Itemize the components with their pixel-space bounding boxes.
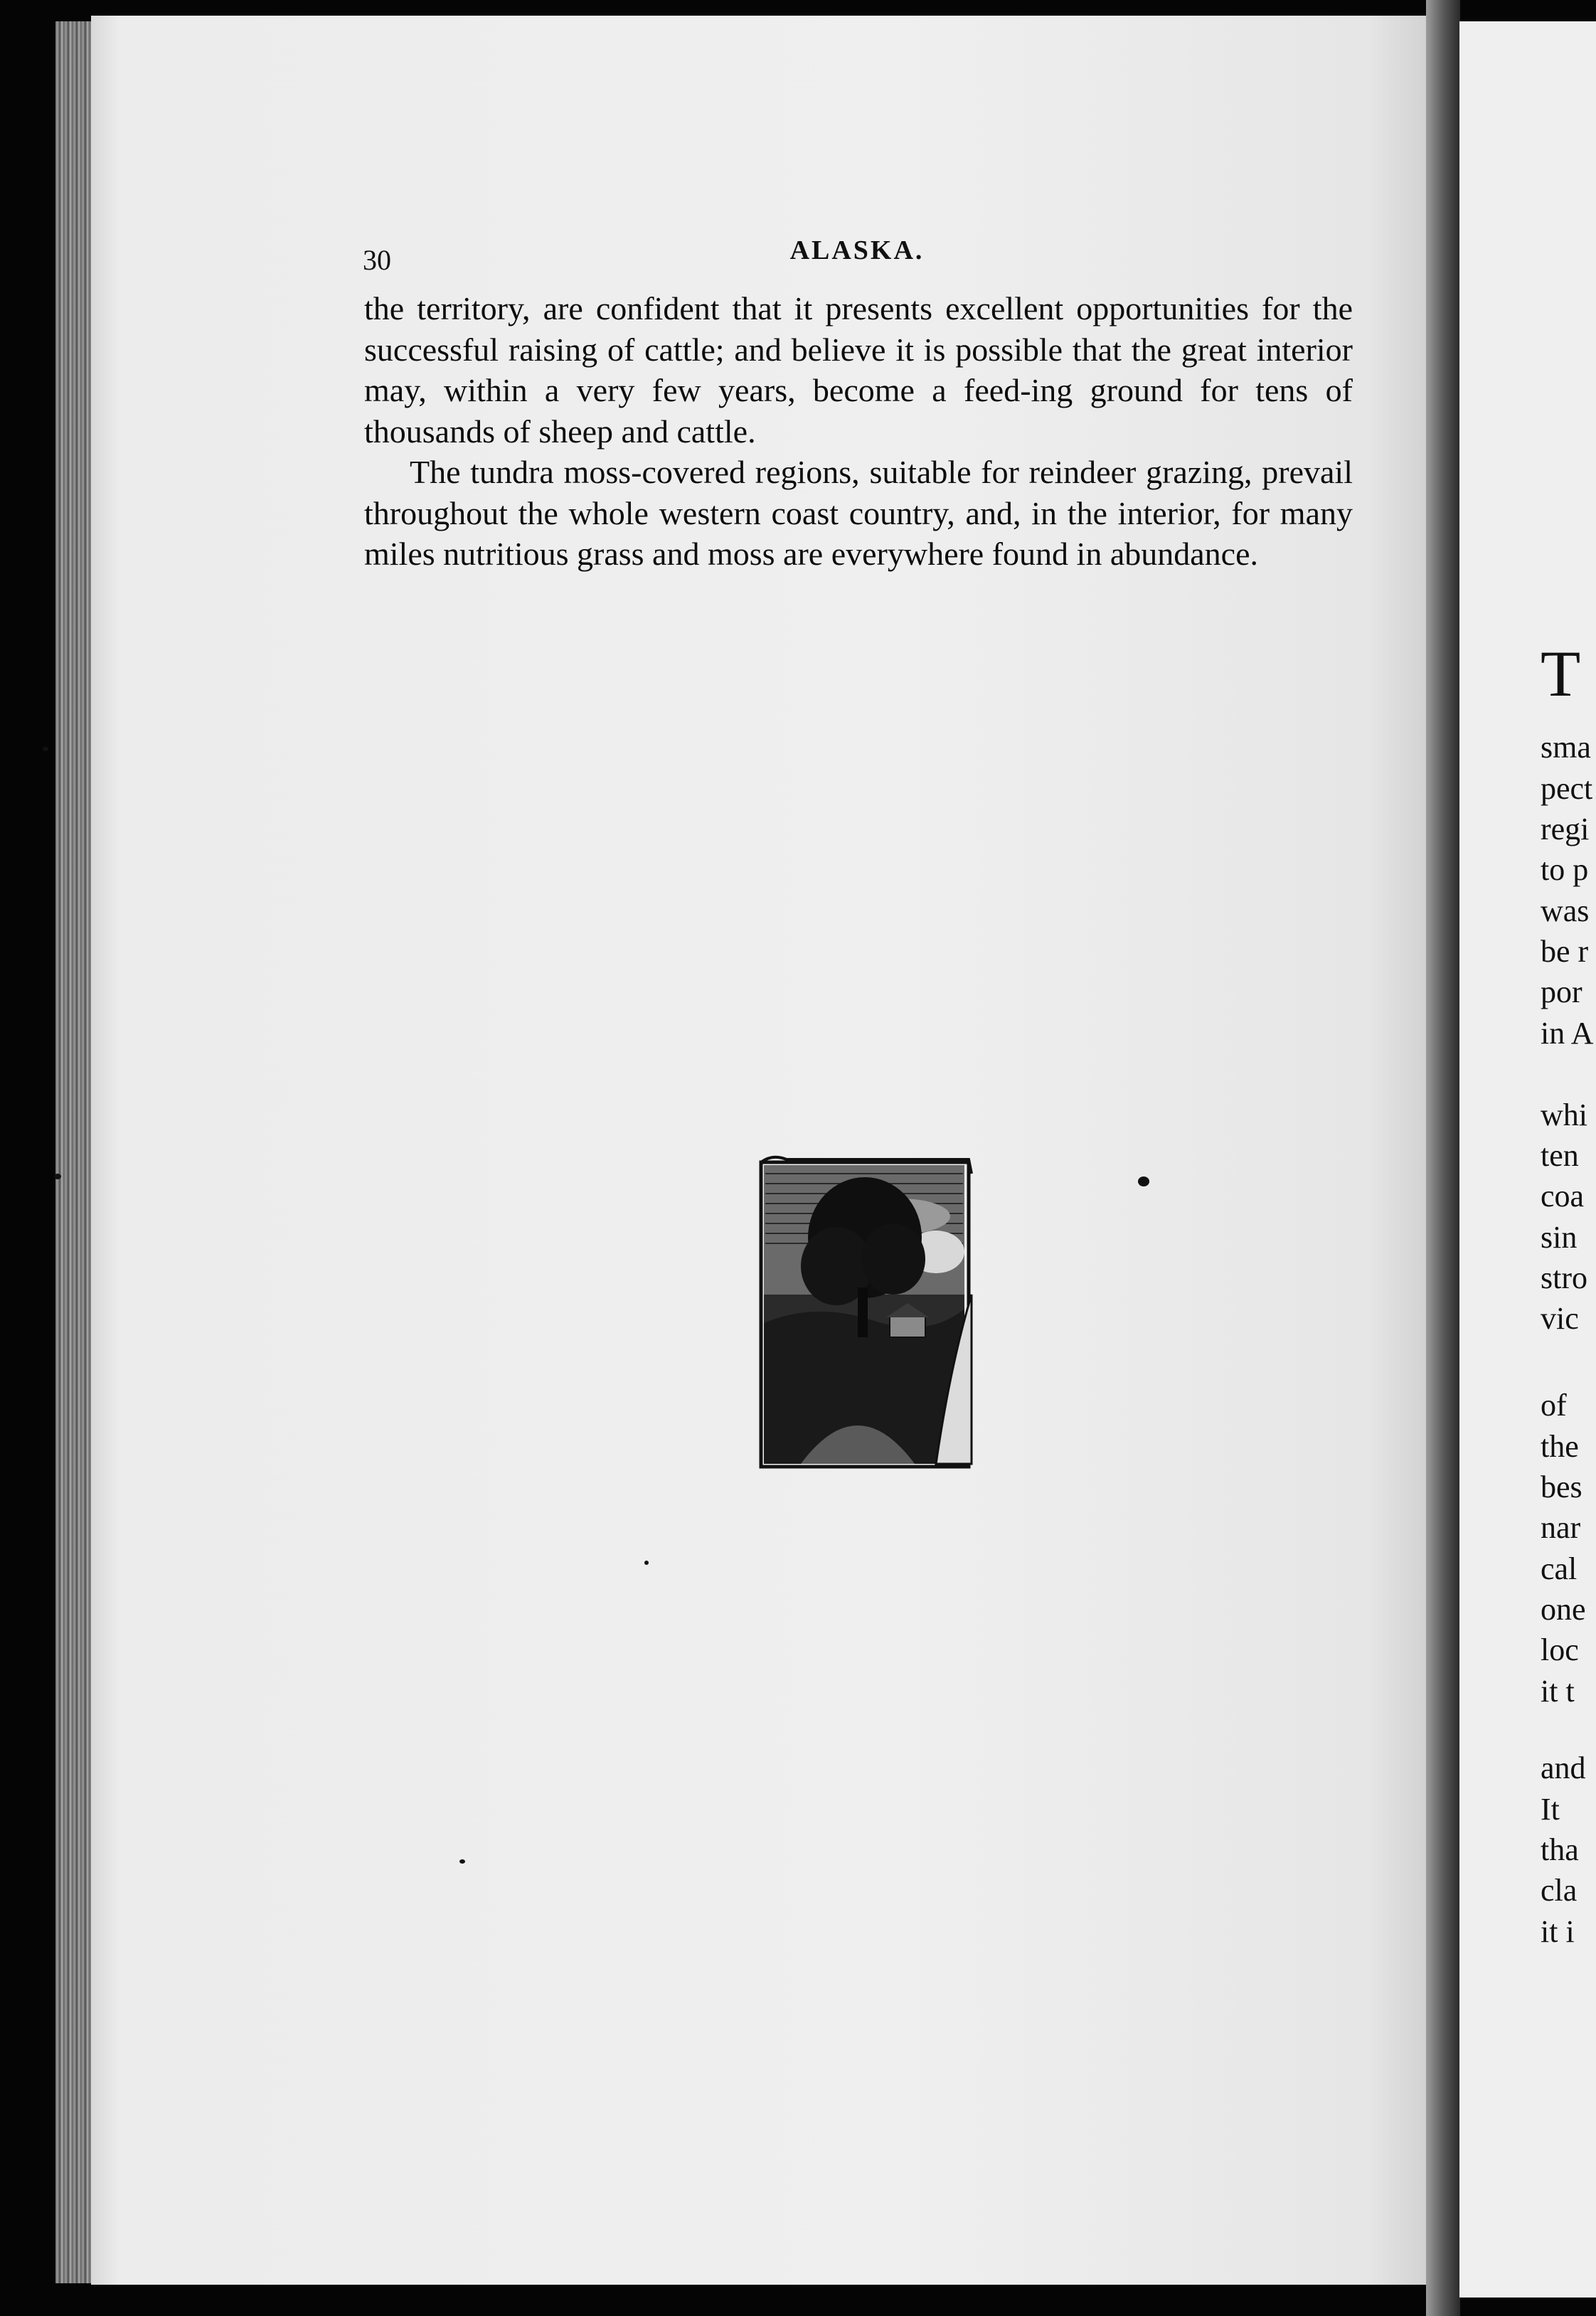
opposite-line: pect <box>1541 771 1593 806</box>
opposite-line: It <box>1541 1792 1560 1827</box>
opposite-line: cal <box>1541 1551 1578 1586</box>
opposite-line: was <box>1541 893 1590 928</box>
opposite-line: vic <box>1541 1301 1579 1336</box>
opposite-line: be r <box>1541 934 1589 969</box>
ink-speck <box>644 1561 649 1565</box>
opposite-line: in A <box>1541 1016 1594 1051</box>
paragraph-1: the territory, are confident that it presents excellent opportunities for the successful raising of cattle; and believe it is possible that the great interior may, within a very few years, become a feed-ing ground for tens of thousands of sheep and cattle. <box>364 290 1353 450</box>
running-title: ALASKA. <box>789 235 925 265</box>
page-number: 30 <box>363 244 391 276</box>
opposite-line: stro <box>1541 1260 1587 1295</box>
book-gutter <box>1426 0 1460 2316</box>
opposite-line: it i <box>1541 1914 1575 1949</box>
opposite-line: to p <box>1541 852 1589 887</box>
opposite-line: whi <box>1541 1098 1587 1132</box>
ink-speck <box>1138 1176 1149 1186</box>
opposite-line: it t <box>1541 1674 1575 1709</box>
opposite-line: sin <box>1541 1220 1578 1255</box>
ink-speck <box>459 1859 465 1864</box>
opposite-line: loc <box>1541 1632 1579 1667</box>
opposite-line: the <box>1541 1429 1579 1464</box>
opposite-line: ten <box>1541 1138 1579 1173</box>
opposite-line: por <box>1541 974 1582 1009</box>
opposite-line: regi <box>1541 812 1590 846</box>
ink-speck <box>54 1174 61 1179</box>
opposite-drop-cap: T <box>1541 637 1581 710</box>
page-header <box>363 235 1351 277</box>
opposite-line: nar <box>1541 1510 1581 1545</box>
tree-vignette-illustration <box>758 1152 980 1471</box>
opposite-line: coa <box>1541 1179 1585 1213</box>
opposite-line: tha <box>1541 1832 1579 1867</box>
body-text <box>364 288 1353 575</box>
paragraph-2: The tundra moss-covered regions, suitable for reindeer grazing, prevail throughout the whole western coast country, and, in the interior, for many miles nutritious grass and moss are everywhere found in abundance. <box>364 454 1353 572</box>
opposite-line: sma <box>1541 730 1591 765</box>
ink-speck <box>43 747 48 751</box>
opposite-line: bes <box>1541 1470 1582 1504</box>
opposite-line: one <box>1541 1592 1586 1627</box>
opposite-line: and <box>1541 1751 1586 1785</box>
opposite-line: cla <box>1541 1873 1578 1908</box>
opposite-line: of <box>1541 1388 1567 1423</box>
